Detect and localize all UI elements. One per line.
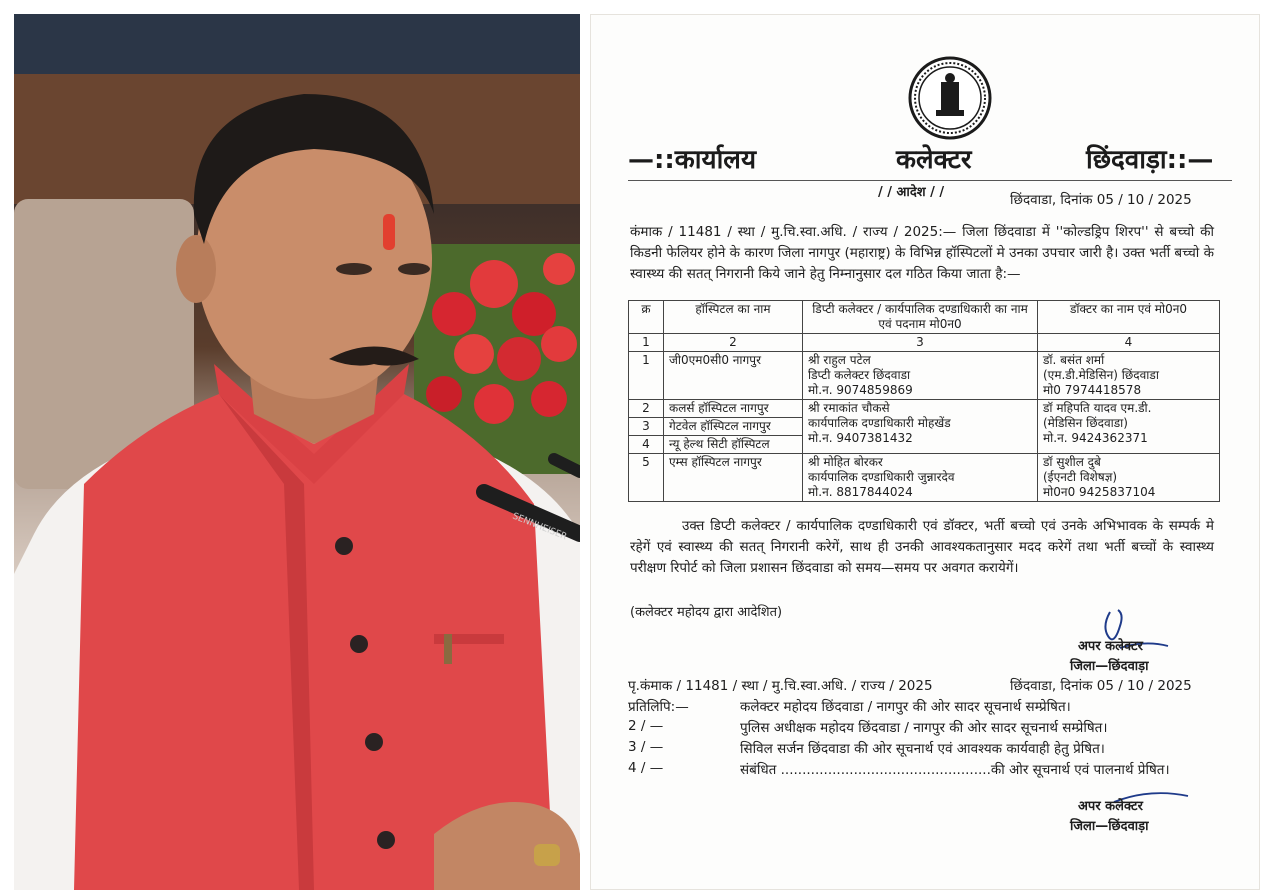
index-cell: 2 — [664, 334, 803, 352]
row-doctor — [1038, 352, 1220, 400]
ring — [534, 844, 560, 866]
office-title-left: —::कार्यालय — [628, 145, 757, 175]
row-hospital: कलर्स हॉस्पिटल नागपुर — [664, 400, 803, 418]
copy-reference: पृ.कंमाक / 11481 / स्था / मु.चि.स्वा.अधि. / राज्य / 2025 — [628, 678, 933, 694]
col-header-officer: डिप्टी कलेक्टर / कार्यपालिक दण्डाधिकारी का नाम एवं पदनाम मो0न0 — [803, 301, 1038, 334]
by-order-note: (कलेक्टर महोदय द्वारा आदेशित) — [630, 605, 783, 620]
doctor-name: डॉ सुशील दुबे — [1043, 455, 1101, 469]
doctor-name: डॉ. बसंत शर्मा — [1043, 353, 1105, 367]
eye-left — [336, 263, 372, 275]
col-header-hospital: हॉस्पिटल का नाम — [664, 301, 803, 334]
officer-name: श्री राहुल पटेल — [808, 353, 871, 367]
officer-name: श्री मोहित बोरकर — [808, 455, 883, 469]
backdrop-top — [14, 14, 580, 74]
row-sn: 1 — [629, 352, 664, 400]
order-date: छिंदवाडा, दिनांक 05 / 10 / 2025 — [1010, 192, 1192, 208]
row-sn: 4 — [629, 436, 664, 454]
table-index-row — [629, 334, 1220, 352]
copy-line-label: प्रतिलिपि:— — [628, 699, 689, 715]
signatory-district-2: जिला—छिंदवाड़ा — [1070, 819, 1149, 834]
officer-designation: कार्यपालिक दण्डाधिकारी जुन्नारदेव — [808, 470, 955, 484]
signatory-title: अपर कलेक्टर — [1078, 639, 1143, 654]
office-title-center: कलेक्टर — [896, 145, 972, 175]
row-hospital: न्यू हेल्थ सिटी हॉस्पिटल — [664, 436, 803, 454]
row-hospital: एम्स हॉस्पिटल नागपुर — [664, 454, 803, 502]
doctor-mobile: मो.न. 9424362371 — [1043, 431, 1148, 445]
copy-line-text: पुलिस अधीक्षक महोदय छिंदवाडा / नागपुर की ओर सादर सूचनार्थ सम्प्रेषित। — [740, 720, 1108, 736]
signatory-title-2: अपर कलेक्टर — [1078, 799, 1143, 814]
body-paragraph: उक्त डिप्टी कलेक्टर / कार्यपालिक दण्डाधिकारी एवं डॉक्टर, भर्ती बच्चो एवं उनके अभिभावक के सम्पर्क मे रहेगें एवं स्वास्थ्य की सतत् निगरानी करेगें, साथ ही उनकी आवश्यकतानुसार मदद करेगें तथा भर्ती बच्चों के स्वास्थ्य परीक्षण रिपोर्ट को जिला प्रशासन छिंदवाडा को समय—समय पर अवगत करायेगें। — [630, 518, 1214, 576]
table-row — [629, 454, 1220, 502]
row-officer — [803, 352, 1038, 400]
table-row — [629, 400, 1220, 418]
pen — [444, 634, 452, 664]
officer-mobile: मो.न. 8817844024 — [808, 485, 913, 499]
index-cell: 3 — [803, 334, 1038, 352]
doctor-specialty: (एम.डी.मेडिसिन) छिंदवाडा — [1043, 368, 1159, 382]
portrait-illustration — [14, 14, 580, 890]
copy-line-label: 3 / — — [628, 739, 664, 755]
officer-designation: डिप्टी कलेक्टर छिंदवाडा — [808, 368, 911, 382]
col-header-sn: क्र — [629, 301, 664, 334]
state-emblem-seal — [908, 56, 992, 140]
index-cell: 1 — [629, 334, 664, 352]
col-header-doctor: डॉक्टर का नाम एवं मो0न0 — [1038, 301, 1220, 334]
row-hospital: गेटवेल हॉस्पिटल नागपुर — [664, 418, 803, 436]
row-sn: 3 — [629, 418, 664, 436]
row-sn: 2 — [629, 400, 664, 418]
row-sn: 5 — [629, 454, 664, 502]
mic-brand-label: SENNHEISER — [510, 511, 569, 543]
copy-date: छिंदवाडा, दिनांक 05 / 10 / 2025 — [1010, 678, 1192, 694]
officer-mobile: मो.न. 9074859869 — [808, 383, 913, 397]
eye-right — [398, 263, 430, 275]
copy-line-text: सिविल सर्जन छिंदवाडा की ओर सूचनार्थ एवं आवश्यक कार्यवाही हेतु प्रेषित। — [740, 741, 1105, 757]
row-officer — [803, 454, 1038, 502]
government-order-document — [590, 14, 1260, 890]
copy-line-label: 4 / — — [628, 760, 664, 776]
portrait-photo — [14, 14, 580, 890]
row-doctor — [1038, 400, 1220, 454]
index-cell: 4 — [1038, 334, 1220, 352]
team-table — [628, 300, 1220, 502]
row-hospital: जी0एम0सी0 नागपुर — [664, 352, 803, 400]
office-title — [628, 140, 1232, 176]
doctor-name: डॉ महिपति यादव एम.डी. — [1043, 401, 1152, 415]
signatory-district: जिला—छिंदवाड़ा — [1070, 659, 1149, 674]
doctor-mobile: मो0न0 9425837104 — [1043, 485, 1156, 499]
order-label: / / आदेश / / — [878, 185, 945, 200]
row-officer — [803, 400, 1038, 454]
doctor-specialty: (ईएनटी विशेषज्ञ) — [1043, 470, 1118, 484]
doctor-specialty: (मेडिसिन छिंदवाडा) — [1043, 416, 1128, 430]
copy-line-text: संबंधित .................................................की ओर सूचनार्थ एवं पालनार्थ प्रेषित। — [740, 762, 1170, 778]
officer-name: श्री रमाकांत चौकसे — [808, 401, 890, 415]
officer-designation: कार्यपालिक दण्डाधिकारी मोहखेंड — [808, 416, 951, 430]
officer-mobile: मो.न. 9407381432 — [808, 431, 913, 445]
title-underline — [628, 180, 1232, 181]
table-row — [629, 352, 1220, 400]
office-title-right: छिंदवाड़ा::— — [1086, 145, 1214, 175]
copy-line-text: कलेक्टर महोदय छिंदवाडा / नागपुर की ओर सादर सूचनार्थ सम्प्रेषित। — [740, 699, 1071, 715]
table-header-row — [629, 301, 1220, 334]
intro-paragraph: कंमाक / 11481 / स्था / मु.चि.स्वा.अधि. / राज्य / 2025:— जिला छिंदवाडा में ''कोल्डड्रिप शिरप'' से बच्चो की किडनी फेलियर होने के कारण जिला नागपुर (महाराष्ट्र) के विभिन्न हॉस्पिटलों मे उनका उपचार जारी है। उक्त भर्ती बच्चो के स्वास्थ्य की सतत् निगरानी किये जाने हेतु निम्नानुसार दल गठित किया जाता है:— — [630, 224, 1214, 282]
row-doctor — [1038, 454, 1220, 502]
tilak — [383, 214, 395, 250]
ear — [176, 235, 216, 303]
copy-line-label: 2 / — — [628, 718, 664, 734]
doctor-mobile: मो0 7974418578 — [1043, 383, 1142, 397]
